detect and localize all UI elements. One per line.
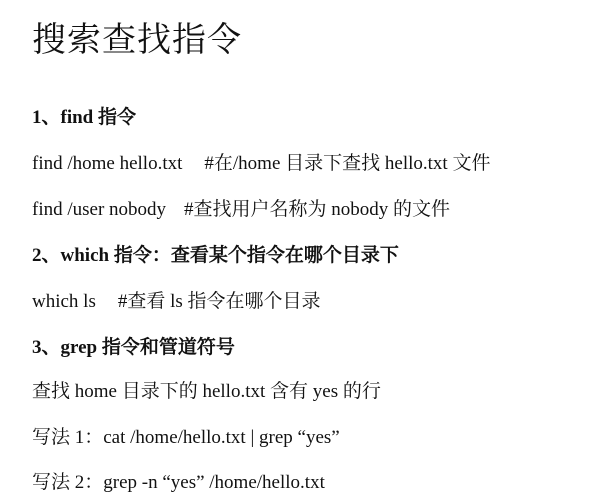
text-line-grep-method-1: 写法 1：cat /home/hello.txt | grep “yes” (32, 427, 340, 448)
command-text: find /user nobody (32, 199, 167, 220)
command-text: find /home hello.txt (32, 153, 183, 174)
command-comment: #查找用户名称为 nobody 的文件 (184, 199, 451, 220)
command-text: which ls (32, 291, 96, 312)
command-line-find-home (32, 148, 490, 175)
command-comment: #查看 ls 指令在哪个目录 (117, 291, 321, 312)
text-line-grep-description: 查找 home 目录下的 hello.txt 含有 yes 的行 (32, 381, 381, 402)
section-heading-grep: 3、grep 指令和管道符号 (32, 337, 235, 358)
section-heading-which: 2、which 指令：查看某个指令在哪个目录下 (32, 245, 399, 266)
command-line-find-user (32, 194, 450, 221)
text-line-grep-method-2: 写法 2：grep -n “yes” /home/hello.txt (32, 472, 325, 493)
command-comment: #在/home 目录下查找 hello.txt 文件 (204, 153, 491, 174)
section-heading-find: 1、find 指令 (32, 107, 136, 128)
command-line-which-ls (32, 286, 321, 313)
page-title: 搜索查找指令 (32, 22, 242, 59)
